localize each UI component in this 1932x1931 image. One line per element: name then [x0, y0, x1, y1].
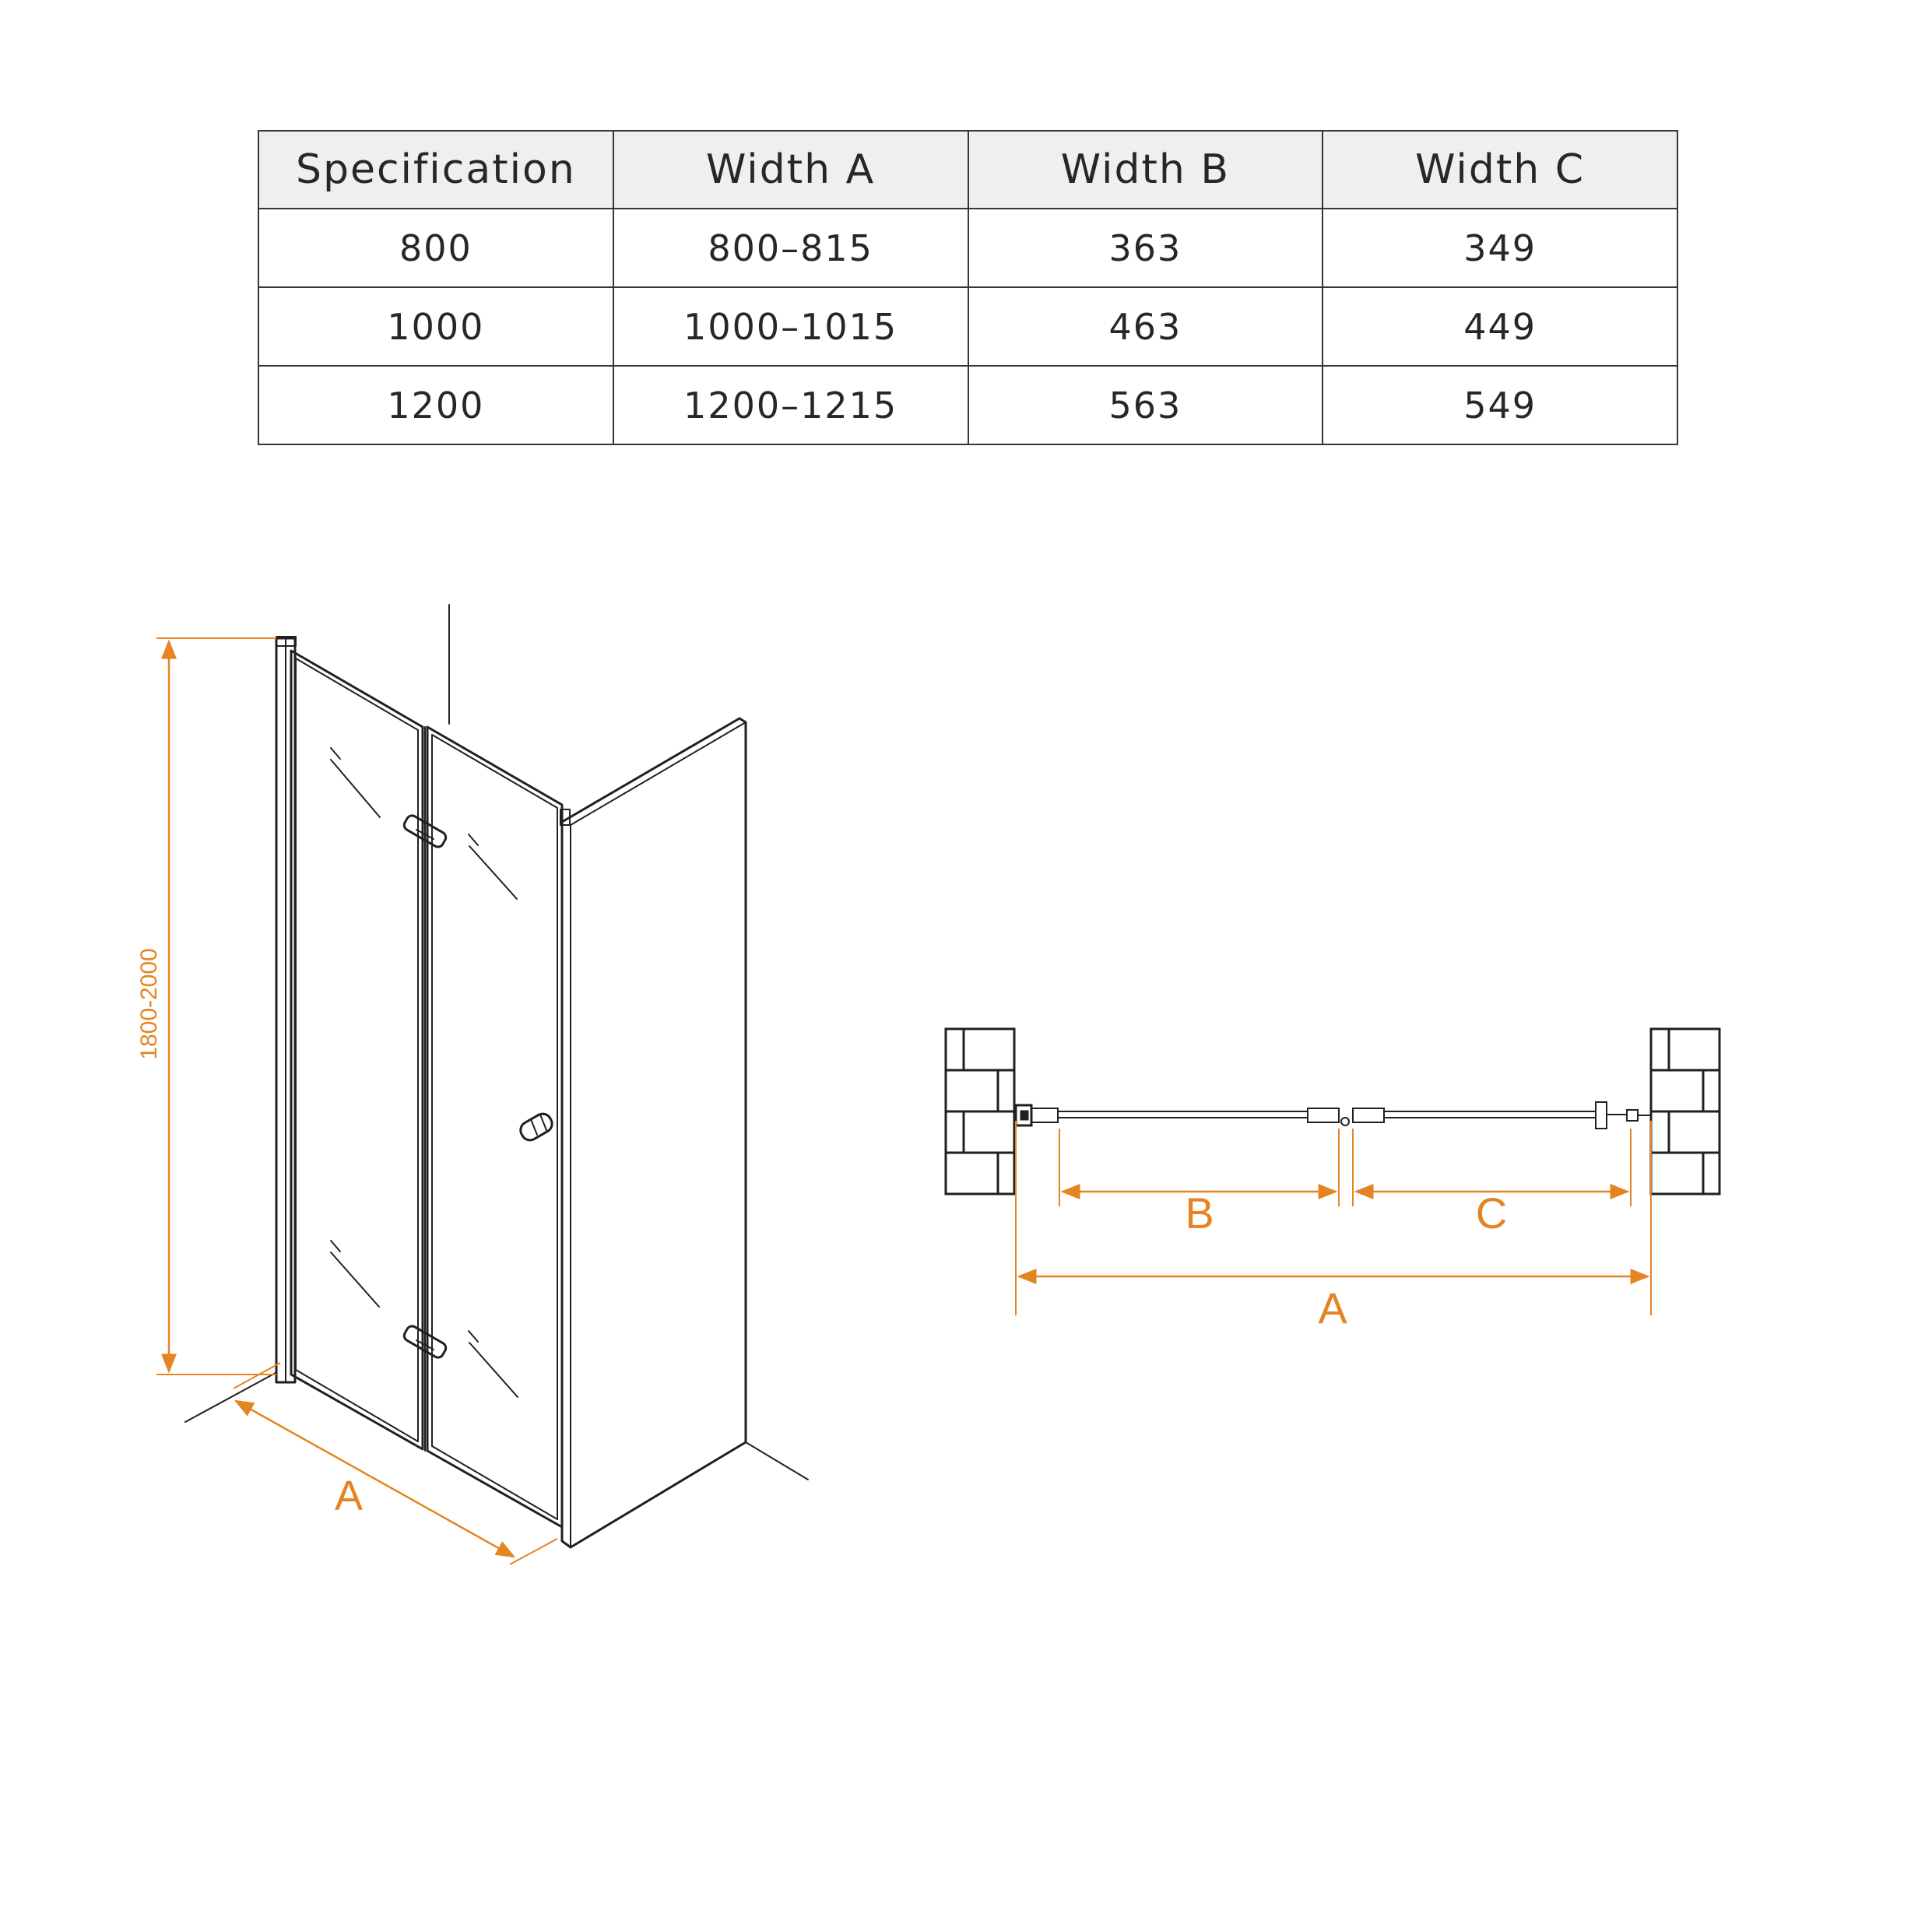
door-leaf-left: [291, 651, 423, 1449]
width-b-label: B: [1185, 1188, 1214, 1238]
floor-line-right: [746, 1442, 808, 1480]
height-label: 1800-2000: [136, 948, 162, 1060]
plan-handle-icon: [1596, 1102, 1607, 1129]
perspective-view: [185, 605, 808, 1547]
cell-width-b: 363: [968, 209, 1323, 287]
header-specification: Specification: [258, 131, 613, 209]
cell-width-a: 1000–1015: [613, 287, 968, 366]
side-panel: [562, 718, 746, 1547]
cell-width-c: 349: [1323, 209, 1677, 287]
brick-wall-left: [946, 1029, 1014, 1194]
cell-width-a: 1200–1215: [613, 366, 968, 444]
header-width-a: Width A: [613, 131, 968, 209]
header-width-c: Width C: [1323, 131, 1677, 209]
plan-view: [946, 1029, 1719, 1194]
brick-wall-right: [1651, 1029, 1719, 1194]
width-c-label: C: [1475, 1188, 1508, 1238]
door-handle-icon: [518, 1111, 555, 1143]
width-a-label-perspective: A: [334, 1473, 364, 1519]
width-a-label-plan: A: [1318, 1283, 1347, 1332]
cell-spec: 1200: [258, 366, 613, 444]
plan-hinge-icon: [1308, 1108, 1339, 1122]
cell-width-c: 549: [1323, 366, 1677, 444]
cell-width-a: 800–815: [613, 209, 968, 287]
width-a-dimension-perspective: [234, 1363, 557, 1564]
width-a-arrow-perspective: [236, 1401, 514, 1557]
plan-latch-icon: [1627, 1110, 1638, 1121]
cell-spec: 800: [258, 209, 613, 287]
cell-width-b: 463: [968, 287, 1323, 366]
header-width-b: Width B: [968, 131, 1323, 209]
cell-width-b: 563: [968, 366, 1323, 444]
cell-spec: 1000: [258, 287, 613, 366]
door-leaf-right: [427, 727, 562, 1527]
side-panel-edge: [571, 722, 746, 825]
height-dimension: [156, 638, 276, 1375]
cell-width-c: 449: [1323, 287, 1677, 366]
